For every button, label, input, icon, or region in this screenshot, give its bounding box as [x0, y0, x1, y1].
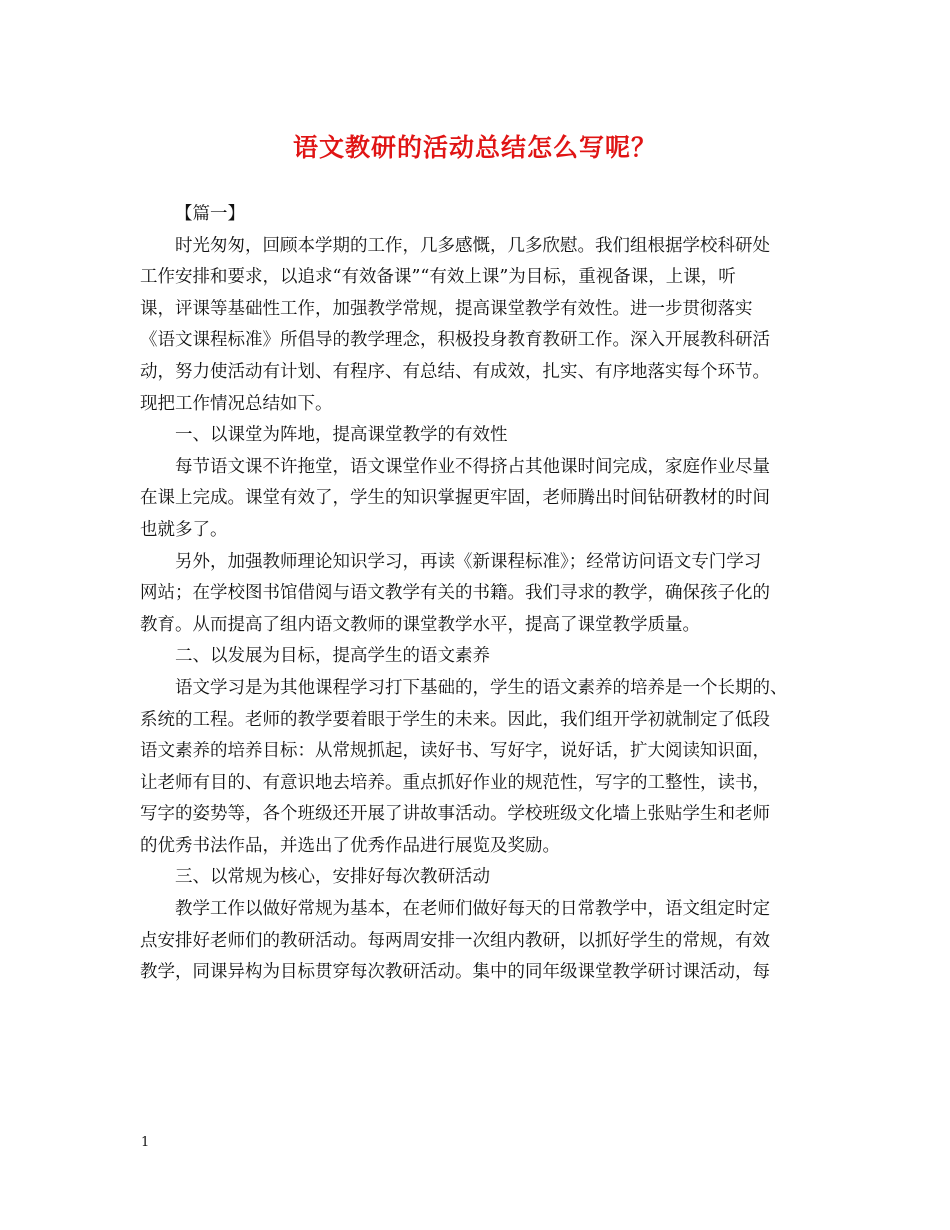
paragraph-line: 语文学习是为其他课程学习打下基础的，学生的语文素养的培养是一个长期的、: [175, 677, 788, 698]
paragraph-line: 另外，加强教师理论知识学习，再读《新课程标准》；经常访问语文专门学习: [175, 551, 762, 572]
paragraph-line: 工作安排和要求，以追求“有效备课”“有效上课”为目标，重视备课，上课，听: [140, 267, 736, 288]
paragraph-line: 写字的姿势等，各个班级还开展了讲故事活动。学校班级文化墙上张贴学生和老师: [140, 804, 770, 825]
subheading: 三、以常规为核心，安排好每次教研活动: [175, 867, 490, 888]
paragraph-line: 语文素养的培养目标：从常规抓起，读好书、写好字，说好话，扩大阅读知识面，: [140, 741, 770, 762]
paragraph-line: 教学，同课异构为目标贯穿每次教研活动。集中的同年级课堂教学研讨课活动，每: [140, 962, 770, 983]
paragraph-line: 动，努力使活动有计划、有程序、有总结、有成效，扎实、有序地落实每个环节。: [140, 361, 770, 382]
page-title: 语文教研的活动总结怎么写呢？: [292, 133, 657, 162]
page-number: 1: [141, 1135, 150, 1150]
section-heading: 【篇一】: [175, 204, 245, 224]
paragraph-line: 系统的工程。老师的教学要着眼于学生的未来。因此，我们组开学初就制定了低段: [140, 709, 770, 730]
paragraph-line: 《语文课程标准》所倡导的教学理念，积极投身教育教研工作。深入开展教科研活: [140, 330, 770, 351]
paragraph-line: 网站；在学校图书馆借阅与语文教学有关的书籍。我们寻求的教学，确保孩子化的: [140, 583, 770, 604]
paragraph-line: 的优秀书法作品，并选出了优秀作品进行展览及奖励。: [140, 835, 560, 856]
paragraph-line: 点安排好老师们的教研活动。每两周安排一次组内教研，以抓好学生的常规，有效: [140, 930, 770, 951]
paragraph-line: 让老师有目的、有意识地去培养。重点抓好作业的规范性，写字的工整性，读书，: [140, 772, 770, 793]
paragraph-line: 现把工作情况总结如下。: [140, 393, 333, 414]
subheading: 二、以发展为目标，提高学生的语文素养: [175, 646, 490, 667]
paragraph-line: 课，评课等基础性工作，加强教学常规，提高课堂教学有效性。进一步贯彻落实: [140, 298, 753, 319]
paragraph-line: 教育。从而提高了组内语文教师的课堂教学水平，提高了课堂教学质量。: [140, 614, 700, 635]
paragraph-line: 教学工作以做好常规为基本，在老师们做好每天的日常教学中，语文组定时定: [175, 899, 770, 920]
paragraph-line: 也就多了。: [140, 519, 228, 540]
paragraph-line: 时光匆匆，回顾本学期的工作，几多感慨，几多欣慰。我们组根据学校科研处: [175, 235, 770, 256]
paragraph-line: 每节语文课不许拖堂，语文课堂作业不得挤占其他课时间完成，家庭作业尽量: [175, 456, 770, 477]
document-body: [140, 199, 812, 989]
paragraph-line: 在课上完成。课堂有效了，学生的知识掌握更牢固，老师腾出时间钻研教材的时间: [140, 488, 770, 509]
subheading: 一、以课堂为阵地，提高课堂教学的有效性: [175, 425, 508, 446]
